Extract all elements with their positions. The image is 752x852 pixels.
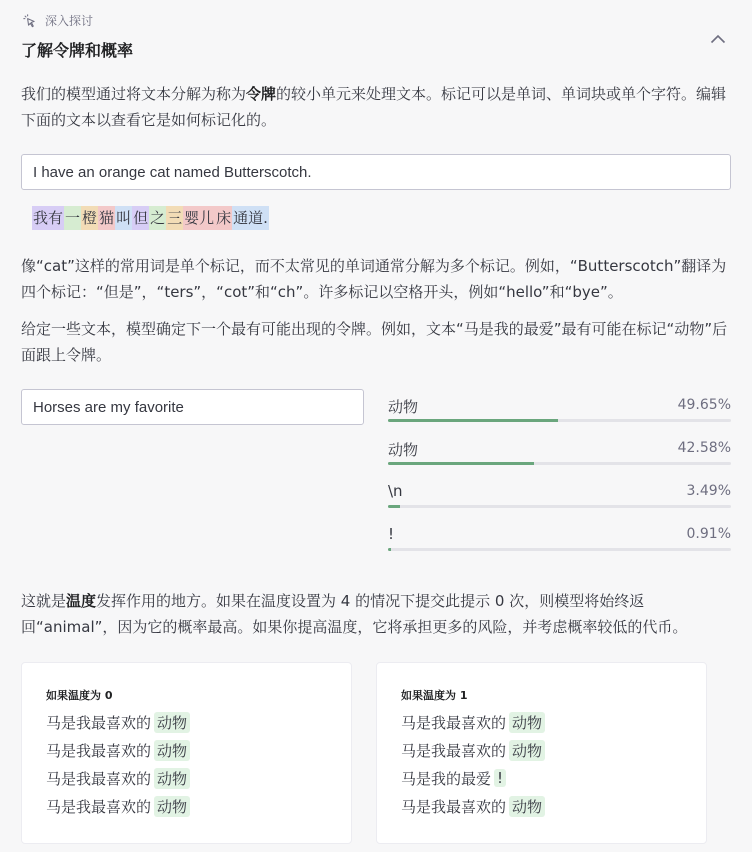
- section-label: 深入探讨: [45, 14, 94, 28]
- probability-bar-fill: [388, 419, 558, 422]
- common-words-paragraph: 像“cat”这样的常用词是单个标记，而不太常见的单词通常分解为多个标记。例如，“Butterscotch”翻译为四个标记：“但是”，“ters”，“cot”和“ch”。许多标记以空格开头，例如“hello”和“bye”。: [21, 257, 727, 301]
- token-visualization: [32, 206, 269, 230]
- token-chip: 床: [215, 206, 232, 230]
- completion-token: 动物: [154, 796, 190, 817]
- token-chip: 三: [166, 206, 183, 230]
- completion-line: [401, 795, 545, 817]
- card-title: 如果温度为 0: [46, 689, 113, 702]
- token-label: 动物: [388, 441, 419, 459]
- probability-bar: [388, 505, 731, 508]
- cursor-click-icon: [22, 13, 37, 28]
- completion-token: 动物: [154, 712, 190, 733]
- probability-bar: [388, 548, 731, 551]
- token-label: \n: [388, 482, 403, 500]
- completion-token: 动物: [509, 740, 545, 761]
- probability-bar: [388, 419, 731, 422]
- chevron-up-icon: [710, 34, 726, 44]
- token-label: 动物: [388, 398, 419, 416]
- completion-line: [46, 711, 190, 733]
- completion-text: 马是我最喜欢的: [46, 769, 152, 788]
- completion-line: [46, 795, 190, 817]
- token-label: !: [388, 525, 395, 543]
- completion-token: 动物: [509, 796, 545, 817]
- token-chip: 一: [64, 206, 81, 230]
- token-chip: 叫: [115, 206, 132, 230]
- completion-text: 马是我最喜欢的: [46, 741, 152, 760]
- collapse-button[interactable]: [708, 30, 728, 48]
- probability-value: 0.91%: [686, 526, 731, 542]
- temperature-card: [21, 662, 352, 844]
- completion-token: 动物: [154, 740, 190, 761]
- completion-line: [401, 711, 545, 733]
- probability-bar-fill: [388, 505, 400, 508]
- card-title: 如果温度为 1: [401, 689, 468, 702]
- completion-token: 动物: [509, 712, 545, 733]
- completion-text: 马是我最喜欢的: [401, 741, 507, 760]
- completion-text: 马是我最喜欢的: [46, 797, 152, 816]
- token-chip: 但: [132, 206, 149, 230]
- completion-text: 马是我的最爱: [401, 769, 492, 788]
- page-title: 了解令牌和概率: [21, 41, 134, 60]
- temperature-paragraph: 这就是温度发挥作用的地方。如果在温度设置为 4 的情况下提交此提示 0 次，则模型将始终返回“animal”，因为它的概率最高。如果你提高温度，它将承担更多的风险，并考虑概率较低的代币。: [21, 592, 688, 636]
- probability-value: 49.65%: [677, 397, 731, 413]
- probability-bar-fill: [388, 548, 391, 551]
- token-chip: 通道.: [232, 206, 269, 230]
- completion-line: [401, 767, 506, 789]
- completion-token: 动物: [154, 768, 190, 789]
- next-token-paragraph: 给定一些文本，模型确定下一个最有可能出现的令牌。例如，文本“马是我的最爱”最有可能在标记“动物”后面跟上令牌。: [21, 320, 728, 364]
- probability-value: 3.49%: [686, 483, 731, 499]
- token-chip: 婴儿: [183, 206, 215, 230]
- intro-paragraph: 我们的模型通过将文本分解为称为令牌的较小单元来处理文本。标记可以是单词、单词块或单个字符。编辑下面的文本以查看它是如何标记化的。: [21, 85, 727, 129]
- completion-token: !: [494, 769, 506, 787]
- completion-line: [46, 767, 190, 789]
- temperature-card: [376, 662, 707, 844]
- deep-dive-label: [22, 12, 93, 29]
- tokenizer-input[interactable]: [21, 154, 731, 190]
- probability-bar-fill: [388, 462, 534, 465]
- completion-text: 马是我最喜欢的: [401, 713, 507, 732]
- token-chip: 我有: [32, 206, 64, 230]
- token-chip: 之: [149, 206, 166, 230]
- probability-bar: [388, 462, 731, 465]
- token-chip: 橙: [81, 206, 98, 230]
- completion-line: [46, 739, 190, 761]
- completion-line: [401, 739, 545, 761]
- completion-text: 马是我最喜欢的: [46, 713, 152, 732]
- completion-text: 马是我最喜欢的: [401, 797, 507, 816]
- token-chip: 猫: [98, 206, 115, 230]
- probability-value: 42.58%: [677, 440, 731, 456]
- prompt-input[interactable]: [21, 389, 364, 425]
